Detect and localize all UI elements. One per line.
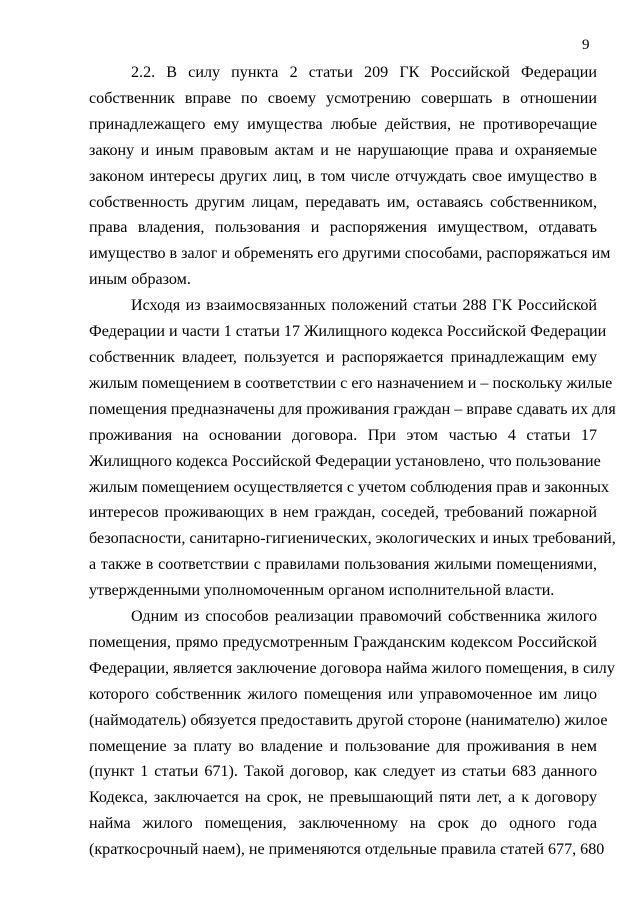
text-line: которого собственник жилого помещения или управомоченное им лицо (89, 685, 597, 703)
paragraph (89, 604, 615, 863)
text-line: а также в соответствии с правилами пользования жилыми помещениями, (89, 556, 597, 574)
text-line: Кодекса, заключается на срок, не превышающий пяти лет, а к договору (89, 789, 597, 807)
text-line: принадлежащего ему имущества любые действия, не противоречащие (89, 115, 597, 133)
text-line: интересов проживающих в нем граждан, соседей, требований пожарной (89, 504, 597, 522)
text-line: (краткосрочный наем), не применяются отдельные правила статей 677, 680 (89, 841, 605, 859)
text-line: Одним из способов реализации правомочий собственника жилого (131, 608, 597, 626)
text-line: Федерации и части 1 статьи 17 Жилищного кодекса Российской Федерации (89, 323, 607, 341)
text-line: безопасности, санитарно-гигиенических, экологических и иных требований, (89, 530, 616, 548)
text-line: собственник вправе по своему усмотрению совершать в отношении (89, 89, 597, 107)
text-line: проживания на основании договора. При этом частью 4 статьи 17 (89, 426, 597, 444)
paragraph (89, 293, 616, 604)
text-line: (наймодатель) обязуется предоставить другой стороне (нанимателю) жилое (89, 711, 608, 729)
text-line: закону и иным правовым актам и не нарушающие права и охраняемые (89, 141, 597, 159)
text-line: имущество в залог и обременять его другими способами, распоряжаться им (89, 245, 611, 263)
text-line: помещения, прямо предусмотренным Гражданским кодексом Российской (89, 633, 597, 651)
text-line: собственник владеет, пользуется и распоряжается принадлежащим ему (89, 348, 597, 366)
document-body (89, 60, 616, 863)
text-line: иным образом. (89, 271, 191, 289)
text-line: жилым помещением в соответствии с его назначением и – поскольку жилые (89, 374, 613, 392)
text-line: собственность другим лицам, передавать им, оставаясь собственником, (89, 193, 597, 211)
text-line: Федерации, является заключение договора найма жилого помещения, в силу (89, 659, 615, 677)
text-line: утвержденными уполномоченным органом исполнительной власти. (89, 582, 555, 600)
text-line: помещения предназначены для проживания граждан – вправе сдавать их для (89, 400, 616, 418)
text-line: права владения, пользования и распоряжения имуществом, отдавать (89, 219, 597, 237)
text-line: 2.2. В силу пункта 2 статьи 209 ГК Российской Федерации (131, 64, 597, 81)
text-line: найма жилого помещения, заключенному на срок до одного года (89, 815, 597, 833)
paragraph (89, 60, 611, 293)
text-line: помещение за плату во владение и пользование для проживания в нем (89, 737, 597, 755)
text-line: жилым помещением осуществляется с учетом соблюдения прав и законных (89, 478, 609, 496)
text-line: законом интересы других лиц, в том числе отчуждать свое имущество в (89, 167, 597, 185)
text-line: Исходя из взаимосвязанных положений статьи 288 ГК Российской (131, 297, 597, 315)
text-line: (пункт 1 статьи 671). Такой договор, как следует из статьи 683 данного (89, 763, 597, 781)
text-line: Жилищного кодекса Российской Федерации установлено, что пользование (89, 452, 601, 470)
page-number: 9 (582, 37, 590, 53)
